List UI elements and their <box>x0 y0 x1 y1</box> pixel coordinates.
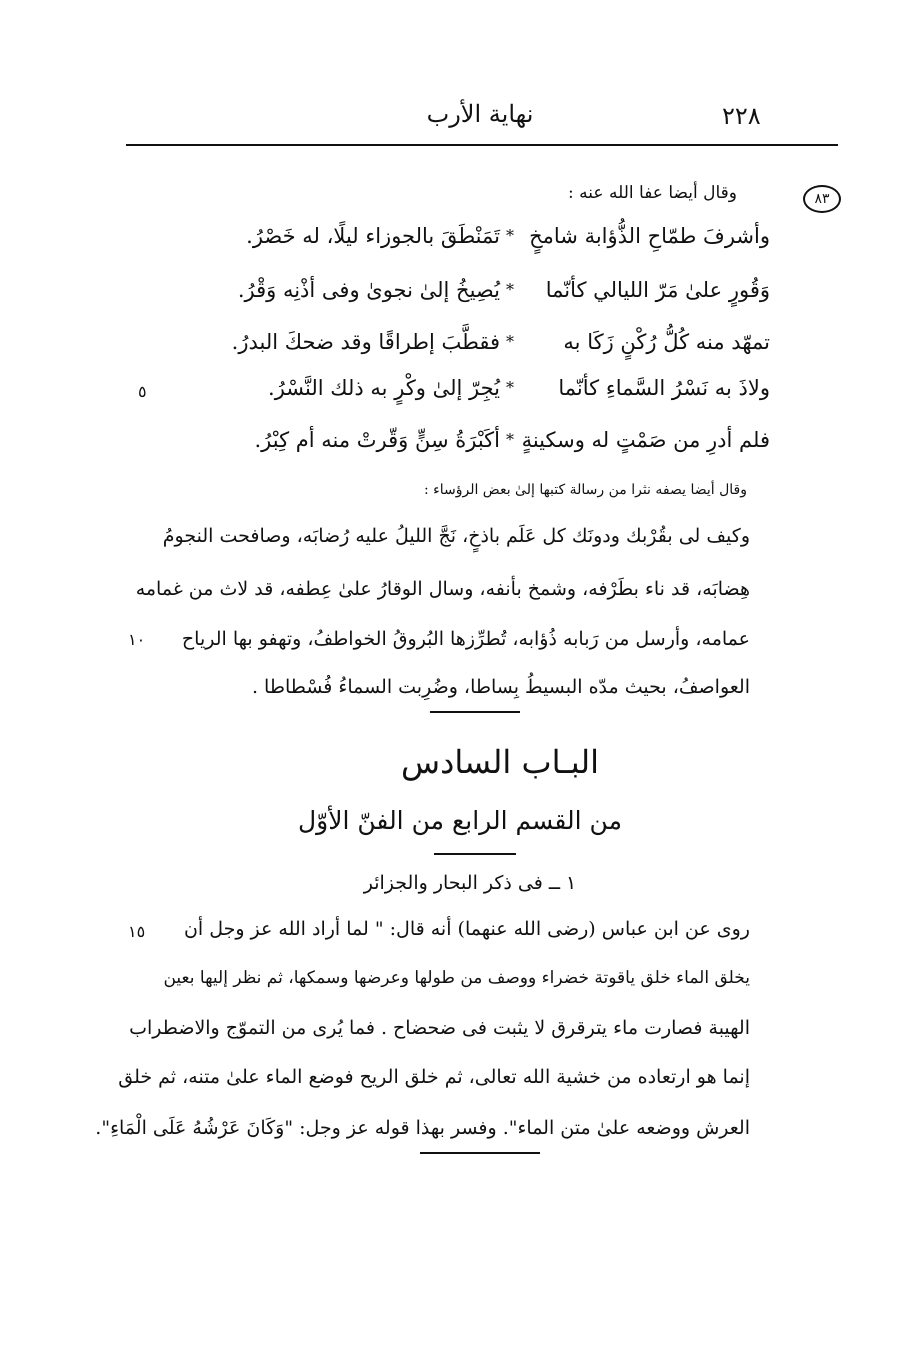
verse-first-hemistich: ولاذَ به نَسْرُ السَّماءِ كأنّما <box>558 376 770 400</box>
header-rule <box>126 144 838 146</box>
prose-intro: وقال أيضا يصفه نثرا من رسالة كتبها إلىٰ بعض الرؤساء : <box>423 482 747 498</box>
prose-line: هِضابَه، قد ناء بطَرْفه، وشمخ بأنفه، وسال الوقارُ علىٰ عِطفه، قد لاث من غمامه <box>135 578 750 600</box>
prose-line: عمامه، وأرسل من رَبابه ذُؤابه، تُطرِّزها البُروقُ الخواطفُ، وتهفو بها الرياح <box>181 628 750 650</box>
body-line: الهيبة فصارت ماء يترقرق لا يثبت فى ضحضاح . فما يُرى من التموّج والاضطراب <box>129 1017 750 1039</box>
verse-line <box>250 428 770 464</box>
verse-second-hemistich: تَمَنْطَقَ بالجوزاء ليلًا، له خَصْرُ. <box>246 224 500 248</box>
running-header-title: نهاية الأرب <box>426 100 534 128</box>
verse-separator: * <box>506 226 514 245</box>
prose-line: وكيف لى بقُرْبك ودونَك كل عَلَم باذخٍ، نَجَّ الليلُ عليه رُضابَه، وصافحت النجومُ <box>162 525 750 547</box>
verse-first-hemistich: فلم أدرِ من صَمْتٍ له وسكينةٍ <box>521 428 770 452</box>
line-number: ٥ <box>138 382 147 401</box>
verse-first-hemistich: وَقُورٍ علىٰ مَرّ الليالي كأنّما <box>545 278 770 302</box>
verse-first-hemistich: تمهّد منه كُلُّ رُكْنٍ زَكَا به <box>563 330 770 354</box>
verse-line <box>250 376 770 412</box>
verse-second-hemistich: يُصِيخُ إلىٰ نجوىٰ وفى أذْنِه وَقْرُ. <box>237 278 500 302</box>
section-divider <box>430 711 520 713</box>
verse-separator: * <box>506 280 514 299</box>
chapter-subtitle: من القسم الرابع من الفنّ الأوّل <box>298 806 622 835</box>
heading-divider <box>434 853 516 855</box>
line-number: ١٠ <box>128 630 146 649</box>
chapter-title: البـاب السادس <box>401 743 599 781</box>
verse-separator: * <box>506 378 514 397</box>
verse-line <box>246 224 770 260</box>
body-line: العرش ووضعه علىٰ متن الماء". وفسر بهذا قوله عز وجل: "وَكَانَ عَرْشُهُ عَلَى الْمَاءِ". <box>95 1117 750 1139</box>
verse-second-hemistich: أكَبْرَةُ سِنٍّ وَقّرتْ منه أم كِبْرُ. <box>254 428 500 452</box>
verse-line <box>237 278 770 314</box>
end-divider <box>420 1152 540 1154</box>
verse-separator: * <box>506 430 514 449</box>
body-line: روى عن ابن عباس (رضى الله عنهما) أنه قال: " لما أراد الله عز وجل أن <box>183 918 750 940</box>
section-heading: ١ ــ فى ذكر البحار والجزائر <box>363 872 577 894</box>
margin-page-mark: ٨٣ <box>803 185 841 213</box>
verse-separator: * <box>506 332 514 351</box>
body-line: يخلق الماء خلق ياقوتة خضراء ووصف من طولها وعرضها وسمكها، ثم نظر إليها بعين <box>163 968 750 988</box>
verse-second-hemistich: فقطَّبَ إطراقًا وقد ضحكَ البدرُ. <box>231 330 500 354</box>
verse-intro: وقال أيضا عفا الله عنه : <box>568 183 737 203</box>
body-line: إنما هو ارتعاده من خشية الله تعالى، ثم خلق الريح فوضع الماء علىٰ متنه، ثم خلق <box>118 1066 750 1088</box>
prose-line: العواصفُ، بحيث مدّه البسيطُ بِساطا، وضُرِبت السماءُ فُسْطاطا . <box>251 676 750 698</box>
verse-line <box>231 330 770 366</box>
line-number: ١٥ <box>128 922 146 941</box>
verse-second-hemistich: يُجِرّ إلىٰ وكْرٍ به ذلك النَّسْرُ. <box>268 376 500 400</box>
verse-first-hemistich: وأشرفَ طمّاحِ الذُّؤابة شامخٍ <box>529 224 770 248</box>
page-number: ٢٢٨ <box>722 102 761 130</box>
